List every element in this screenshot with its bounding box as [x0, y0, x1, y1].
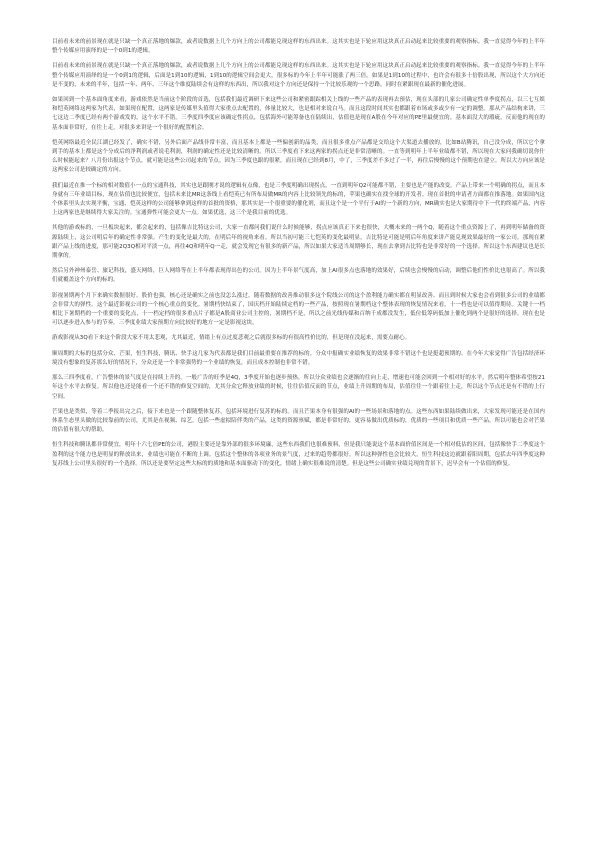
paragraph-1: 目前看未来的前景现在就是只缺一个真正落地的爆款，或者说数据上几个方向上的公司都能兑现这样的东西出来。这其实也是下轮应用这块真正启动起来比较重要的观察指标。我一直觉得今年的上半年整个传媒应用演绎的是一个0到1的逻辑。 — [52, 39, 545, 55]
paragraph-2: 目前看未来的前景现在就是只缺一个真正落地的爆款，或者说数据上几个方向上的公司都能兑现这样的东西出来。这其实也是下轮应用这块真正启动起来比较重要的观察指标。我一直觉得今年的上半年整个传媒应用演绎的是一个0到1的逻辑，后面是1到10的逻辑，1到10的逻辑空间会更大，很多标的今年上半年可能涨了两三倍。如果是1到10的过程中，也许会有很多十倍股出现，所以这个大方向还是不变的，未来的半年，包括一年、两年、三年这个维度陆续会有这样的东西出，所以我对这个方向还是保持一个比较乐观的一个思路。同时在紧跟现在最新的催化进展。 — [52, 63, 545, 88]
paragraph-8: 影视暑期两个月下来确实数据很好。股价也强，核心还是确实之前也没怎么涨过。随着数据的改善推动很多这个院线公司的这个盈利能力确实都在明显改善。而且到时候大家也会看到很多公司的业绩都会非常大的弹性。这个最近影视公司的一个核心重点的变化。暑期档快结束了，国庆档开始陆续定档的一些产品，按照现在暑期档这个整体表现的恢复情况来看，十一档也是可以值得期待。关键十一档相比下暑期档的一个重要的变化点，十一档定档的很多重点片子都是A股商业公司主控的，暑期档不是，所以之前光线传媒和百纳千成都没发生，低位低筹码低加上催化到两个是很好的选择。现在也是可以逐步进入参与的节奏。三季度业绩大家预期方向比较好的地方一定是影视这块。 — [52, 292, 545, 327]
paragraph-11: 那么三四季度看，广告整体的景气度是在持续上升的。一般广告的旺季是4Q，3季度开始也逐步预热。所以分众业绩也会逐渐的往向上走，增速也可能会回到一个相对好的水平。然后明年整体希望按21年这个水平去修复。所以他也还是能看一个还不错的修复空间的，尤其分众它释放业绩的时候，往往估值反而的节点，业绩上升周期的布局，估值往往一个跟着往上走，所以这个节点还是有不错的上行空间。 — [52, 375, 545, 400]
paragraph-6: 其他的游戏标的，一旦板块起来，都会起来的，包括像吉比特这公司，大家一直都问我们说什么时候能够，拐点应该真正下来也很快，大概未来的一两个Q，随着这个重点资源上了，再到明年储备的资源陆续上，这公司明后年的确定性非常强。产生的变化是最大的，在明后年的视角来看。所以当初可能三七恺英的变化最明显，吉比特是可能是明后年角度来讲产能兑现效果最好的一家公司。那现在紧跟产品上线的进度，那可能2Q3Q相对平淡一点，再往4Q和明年Q一走，就会发现它有很多的新产品，所以如果大家适当周期够长，现在去拿到吉比特也是非常好的一个选择。所以这个东西建议也是长期拿的。 — [52, 225, 545, 260]
paragraph-12: 芒果也是类似，等着二季报出完之后，接下来也是一个跟随整体复苏，包括环境进行复苏的标的。而且芒果本身有很强的AI的一些场景和落地的点。这些东西如果陆续做出来，大家发现可能还是在国内体系生态里头做的比较靠前的公司，尤其是在视频、综艺，包括一些虚拟陪伴类的产品，这类的资源禀赋，都是非常好的，更容易做出优质标的，优质的一些项目和优质一些产品。所以可能也会对芒果的估值有很大的帮助。 — [52, 408, 545, 434]
paragraph-3: 如果回到一个基本面角度来看，游戏依然是当前这个阶段的首选，包括我们最近调研下来这些公司和紧密跟踪相关上线的一些产品的表现再去预估，现在头部的几家公司确定性单季度拐点，以三七互娱和恺英网络这两家为代表，如果现在配置，这两家是传媒里头值得大家重点去配置的，体量比较大，也是相对来说白马。而且这段时间其实也都跟着市场或多或少有一定的调整。那从产品结构来讲，三七这边二季度已经有两个游戏发的，这个水平不错。三季度四季度应该确定性拐点，包括海外可能筹备也在陆续出，估值也是现在A股在今年对应的PE里最便宜的。基本面没大的瑕疵，反而他的现在的基本面非常好，在往上走，对很多来讲是一个很好的配置机会。 — [52, 97, 545, 131]
paragraph-4: 恺英网络最近全民江湖已经发了，确实不错，另外后面产品线非常丰富，而且基本上都是一些偏创新的品类，而且很多重点产品都是交给这个大渠道去播放的，比如B站腾讯，自己没分成，所以它个拿到手的基本上都是这个分成后的净利润或者说毛利润，利润的确定性还是比较清晰的。所以三季度看下来这两家的拐点还是非常清晰的。一直等到明年上半年业绩都不错，所以现在大家问我确切说你什么时候能起来？八月份出报这个节点，就可能是这些公司起来的节点。因为三季度也跟的很紧，而且现在已经到8月，中了，三季度差不多过了一半，再往后慢慢的这个预期也在建立。所以大方向应该是这两家公司是较确定的方向。 — [52, 139, 545, 174]
paragraph-5: 我们最近在推一个标的相对数值小一点的宝通科技，其实也是跟刚才说的逻辑有点像，也是三季度明确出现拐点，一直到明年Q2可能都不错，主要也是产能的改变。产品上带来一个明确的拐点，而且本身就有三年业绩目标，现在估值也比较便宜，包括未来比MR这条线上看恺英已有所布局做MR的内容上比较领先的标的，苹果也确实在找全球的开发者，现在首批的申请者方面都在推落地。如果国内这个体系里头去实现平衡，宝通、恺英这样的公司能够拿到这样的首批的资格，那其实是一个很重要的催化剂，而且这个是一个平行于AI的一个新的方向，MR确实也是大家期待中下一代的终端产品，内容上这两家也是继续得大家关注的。宝通弹性可能会更大一点。如果优选，这三个是我目前的优选。 — [52, 182, 545, 217]
document-page — [52, 38, 545, 475]
paragraph-9: 游戏影视从3Q看下来这个阶段大家不用太悲观，尤其最近，情绪上有点过度悲观之后就很多标的有很高性价比的，但是现在没起来，需要点耐心。 — [52, 335, 411, 342]
paragraph-7: 然后另外神州泰岳、旅记科技，盛天网络，巨人网络等在上半年都表现得出色的公司。因为上半年景气度高，加上AI很多点也落地的效果好，后续也会慢慢的启动，调整后他们性价比也很高了。所以我们就覆盖这个方向的标的。 — [52, 268, 545, 284]
paragraph-13: 恒生科技和腾讯都非常便宜，明年十六七倍PE的公司，港股主要还是靠外部的很多环境廉，这些东西我们也很难预料，但是我只能说这个基本面价值区间是一个相对低估的区间，包括像快手二季度这个盈利的这个能力也是明显的释放出来，业绩也可能在不断的上调。包括这个整体的各项业务的景气度，过来的趋势都很好。所以这种弹性也会比较大，恒生科技这边就跟着阳周期，包括去年四季度这种复苏线上公司里头很好的一个选择。所以还是要坚定这些大标的的质地和基本面驱动下的变化，情绪上确实很难说的清楚。但是这些公司确实业绩兑现的背景下，迟早会有一个估值的修复。 — [52, 442, 545, 467]
paragraph-10: 顺周期的大标的包括分众、芒果，恒生科技，腾讯、快手这几家为代表都是我们目前最重要在推荐的标的。分众中报确实业绩恢复的效果非常不错这个也是挺超预期的。在今年大家觉得广告包括经济环境没有想象的复苏那么好的情况下，分众还是一个非常强势的一个业绩的恢复，而且成本控制也非常不错。 — [52, 350, 545, 366]
